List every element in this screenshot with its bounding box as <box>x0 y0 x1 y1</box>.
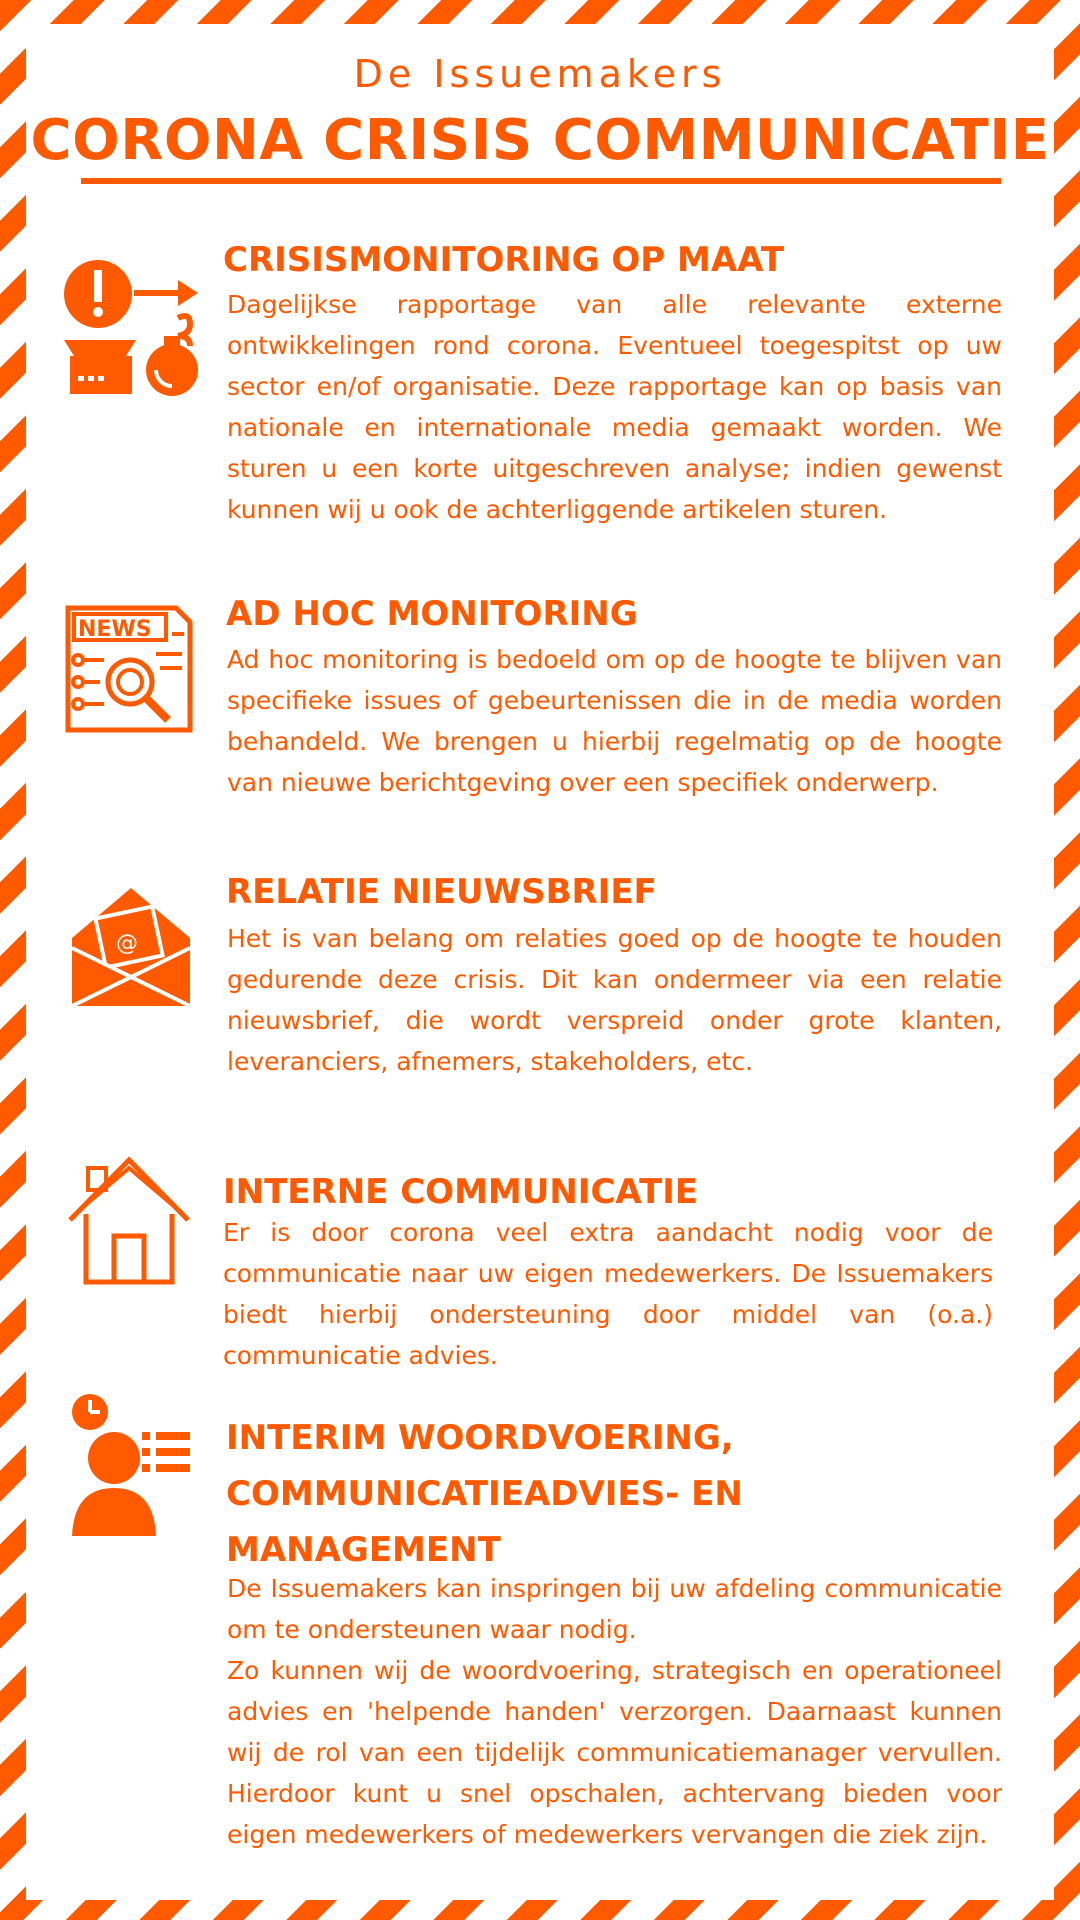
svg-text:@: @ <box>116 931 138 956</box>
section-paragraph: Zo kunnen wij de woordvoering, strategisch en operationeel advies en 'helpende handen' verzorgen. Daarnaast kunnen wij de rol van een tijdelijk communicatiemanager vervullen. Hierdoor kunt u snel opschalen, achtervang bieden voor eigen medewerkers of medewerkers vervangen die ziek zijn. <box>227 1656 1002 1849</box>
section-title: CRISISMONITORING OP MAAT <box>223 240 785 280</box>
section-body: Het is van belang om relaties goed op de hoogte te houden gedurende deze crisis. Dit kan ondermeer via een relatie nieuwsbrief, die wordt verspreid onder grote klanten, leveranciers, afnemers, stakeholders, etc. <box>227 924 1002 1076</box>
title-divider <box>81 178 1001 184</box>
section-title-line: MANAGEMENT <box>226 1530 501 1570</box>
section-paragraph: De Issuemakers kan inspringen bij uw afdeling communicatie om te ondersteunen waar nodig. <box>227 1574 1002 1644</box>
crisis-alert-icon <box>60 256 210 396</box>
news-search-icon <box>64 604 194 754</box>
svg-text:NEWS: NEWS <box>78 617 152 642</box>
section-title: INTERNE COMMUNICATIE <box>223 1172 699 1212</box>
section-title: AD HOC MONITORING <box>226 594 638 634</box>
section-title <box>226 1410 743 1578</box>
section-body: Dagelijkse rapportage van alle relevante externe ontwikkelingen rond corona. Eventueel toegespitst op uw sector en/of organisatie. Deze rapportage kan op basis van nationale en internationale media gemaakt worden. We sturen u een korte uitgeschreven analyse; indien gewenst kunnen wij u ook de achterliggende artikelen sturen. <box>227 290 1002 524</box>
section-title: RELATIE NIEUWSBRIEF <box>226 872 657 912</box>
house-icon <box>66 1154 192 1286</box>
page-title: CORONA CRISIS COMMUNICATIE <box>30 108 1050 173</box>
person-clock-icon <box>70 1388 192 1538</box>
section-body: Ad hoc monitoring is bedoeld om op de hoogte te blijven van specifieke issues of gebeurtenissen die in de media worden behandeld. We brengen u hierbij regelmatig op de hoogte van nieuwe berichtgeving over een specifiek onderwerp. <box>227 645 1002 797</box>
section-title-line: COMMUNICATIEADVIES- EN <box>226 1474 743 1514</box>
brand-name: De Issuemakers <box>353 52 727 96</box>
section-body <box>227 1568 1002 1855</box>
envelope-icon <box>70 886 192 1010</box>
flyer-panel <box>26 24 1054 1900</box>
section-body: Er is door corona veel extra aandacht nodig voor de communicatie naar uw eigen medewerkers. De Issuemakers biedt hierbij ondersteuning door middel van (o.a.) communicatie advies. <box>223 1218 993 1370</box>
section-title-line: INTERIM WOORDVOERING, <box>226 1418 734 1458</box>
